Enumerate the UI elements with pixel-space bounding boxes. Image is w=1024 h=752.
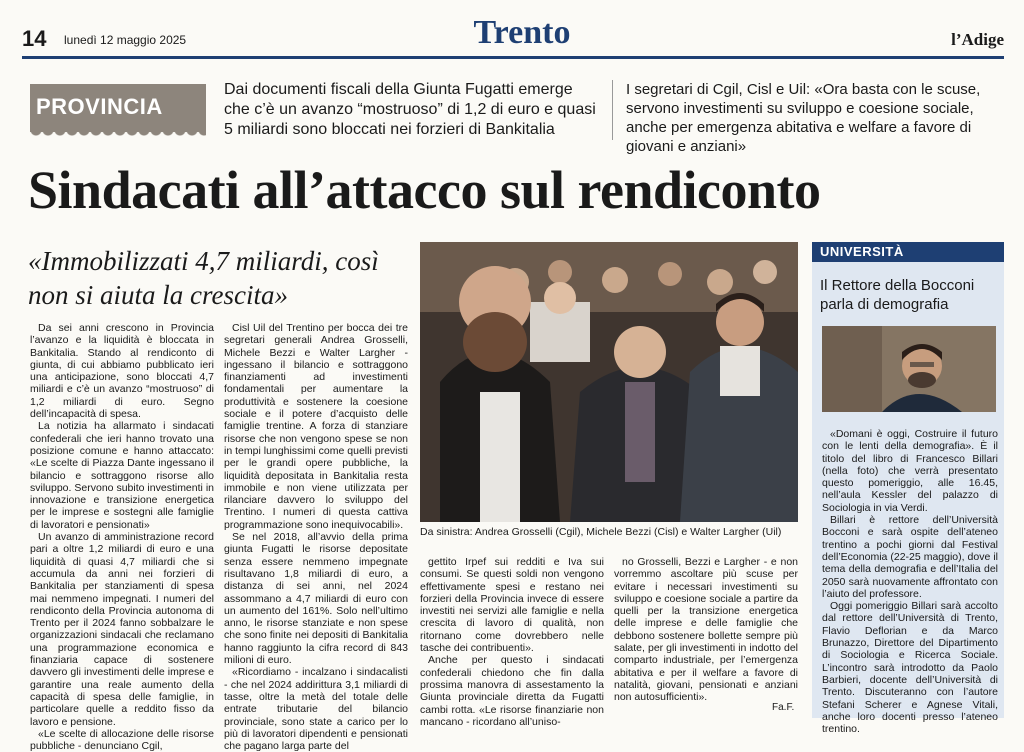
paragraph: Oggi pomeriggio Billari sarà accolto dal rettore dell’Università di Trento, Flavio Deflorian e da Marco Brunazzo, Direttore del Dipartimento di Sociologia e Ricerca Sociale. L’incontro sarà introdotto da Paolo Barbieri, docente dell’Università di Trento. Discuteranno con l’autore Stefani Scherer e Agnese Vitali, anche loro docenti presso l’ateneo trentino.: [822, 600, 998, 736]
kicker-right: I segretari di Cgil, Cisl e Uil: «Ora basta con le scuse, servono investimenti su sviluppo e coesione sociale, anche per emergenza abitativa e welfare a favore di giovani e anziani»: [626, 81, 981, 155]
photo-caption: Da sinistra: Andrea Grosselli (Cgil), Michele Bezzi (Cisl) e Walter Largher (Uil): [420, 526, 782, 538]
section-title: Trento: [473, 14, 571, 51]
paragraph: Se nel 2018, all’avvio della prima giunta Fugatti le risorse depositate senza essere nemmeno impegnate risultavano 1,8 miliardi di euro, a distanza di sei anni, nel 2024 assommano a 4,7 miliardi di euro con un aumento del 161%. Solo nell’ultimo anno, le risorse stanziate e non spese che sono finite nei depositi di Bankitalia hanno raggiunto la cifra record di 843 milioni di euro.: [224, 531, 408, 667]
portrait-illustration: [822, 326, 996, 412]
sidebar-text: [822, 428, 998, 736]
paragraph: Anche per questo i sindacati confederali chiedono che fin dalla prossima manovra di assestamento la Giunta provinciale diretta da Fugatti cambi rotta. «Le risorse finanziarie non mancano - ricordano all’uniso-: [420, 654, 604, 728]
paragraph: «Ricordiamo - incalzano i sindacalisti - che nel 2024 addirittura 3,1 miliardi di tasse, oltre la metà del totale delle entrate tributarie del bilancio provinciale, sono state a carico per lo più di lavoratori dipendenti e pensionati che pagano larga parte del: [224, 666, 408, 752]
paragraph: La notizia ha allarmato i sindacati confederali che ieri hanno trovato una posizione comune e hanno attaccato: «Le scelte di Piazza Dante ingessano il bilancio e sottraggono risorse allo sviluppo. Servono subito investimenti in innovazione e transizione energetica per le imprese e sostegni alle famiglie di lavoratori e pensionati»: [30, 420, 214, 531]
header-rule: [22, 56, 1004, 59]
paragraph: Cisl Uil del Trentino per bocca dei tre segretari generali Andrea Grosselli, Michele Bezzi e Walter Largher - ingessano il bilancio e sottraggono finanziamenti ad investimenti fondamentali per aumentare la produttività e sostenere la coesione sociale e il potere d’acquisto delle famiglie trentine. A forza di stanziare risorse che non vengono spese se non in tempi lunghissimi come quelli previsti per le grandi opere pubbliche, la liquidità depositata in Bankitalia resta immobile e non viene utilizzata per rilanciare davvero lo sviluppo del Trentino. I numeri di questa cattiva programmazione sono inequivocabili».: [224, 322, 408, 531]
paragraph: Billari è rettore dell’Università Bocconi e sarà ospite dell’ateneo trentino a pochi giorni dal Festival dell’Economia (22-25 maggio), dove il tema della demografia e dell’Italia del 2050 sarà nuovamente affrontato con l’aiuto del professore.: [822, 514, 998, 600]
paragraph: Un avanzo di amministrazione record pari a oltre 1,2 miliardi di euro e una liquidità di quasi 4,7 miliardi che si accumula da anni nei forzieri di Bankitalia per stanziamenti di spesa mai nemmeno impegnati. I numeri del rendiconto della Provincia autonoma di Trento per il 2024 fanno sobbalzare le organizzazioni sindacali che reclamano una programmazione economica e finanziaria capace di sostenere davvero gli investimenti delle imprese e garantire una reale aumento della capacità di spesa delle famiglie, in particolare quelle a reddito fisso da lavoro e pensione.: [30, 531, 214, 728]
article-column-4: [614, 556, 798, 718]
paragraph: «Le scelte di allocazione delle risorse pubbliche - denunciano Cgil,: [30, 727, 214, 752]
page-number: 14: [22, 26, 47, 51]
sidebar-label: UNIVERSITÀ: [812, 242, 1004, 262]
sidebar-title: Il Rettore della Bocconi parla di demografia: [820, 277, 975, 313]
photo-illustration: [420, 242, 798, 522]
paragraph: «Domani è oggi, Costruire il futuro con le lenti della demografia». È il titolo del libro di Francesco Billari (nella foto) che verrà presentato questo pomeriggio, alle 16.45, nell’aula Kessler del palazzo di Sociologia in via Verdi.: [822, 428, 998, 514]
kicker-left: Dai documenti fiscali della Giunta Fugatti emerge che c’è un avanzo “mostruoso” di 1,2 di euro e quasi 5 miliardi sono bloccati nei forzieri di Bankitalia: [224, 81, 596, 138]
author-signature: Fa.F.: [772, 702, 795, 713]
provincia-label: PROVINCIA: [30, 84, 206, 132]
paragraph: gettito Irpef sui redditi e Iva sui consumi. Se questi soldi non vengono effettivamente spesi e restano nei forzieri della Provincia invece di essere investiti nei servizi alle famiglie e nella crescita di lavoro di qualità, non ritornano come dovrebbero nelle tasche dei contribuenti».: [420, 556, 604, 655]
page-header: [22, 14, 1004, 56]
article-column-2: [224, 322, 408, 752]
article-column-1: [30, 322, 214, 752]
sidebar-photo: [822, 326, 996, 412]
newspaper-name: l’Adige: [951, 30, 1004, 49]
issue-date: lunedì 12 maggio 2025: [64, 33, 187, 47]
paragraph: no Grosselli, Bezzi e Largher - e non vorremmo ascoltare più scuse per evitare i necessari investimenti su sviluppo e coesione sociale a partire da quelli per la transizione energetica delle imprese e delle famiglie che debbono sostenere bollette sempre più salate, per gli investimenti in indotto del comparto industriale, per l’emergenza abitativa e per il welfare a favore di natalità, giovani, pensionati e anziani non autosufficienti».: [614, 556, 798, 704]
sidebar-box: [812, 242, 1004, 736]
paragraph: Da sei anni crescono in Provincia l’avanzo e la liquidità è bloccata in Bankitalia. Stando al rendiconto di giunta, di cui abbiamo pubblicato ieri una anticipazione, sono bloccati 4,7 miliardi e c’è un avanzo “mostruoso” di 1,2 miliardi di euro. Segno dell’incapacità di spesa.: [30, 322, 214, 421]
subheadline: «Immobilizzati 4,7 miliardi, così non si aiuta la crescita»: [28, 246, 379, 310]
article-photo: [420, 242, 798, 522]
headline: Sindacati all’attacco sul rendiconto: [28, 160, 821, 220]
article-column-3: [420, 556, 604, 728]
kicker-divider: [612, 80, 613, 140]
